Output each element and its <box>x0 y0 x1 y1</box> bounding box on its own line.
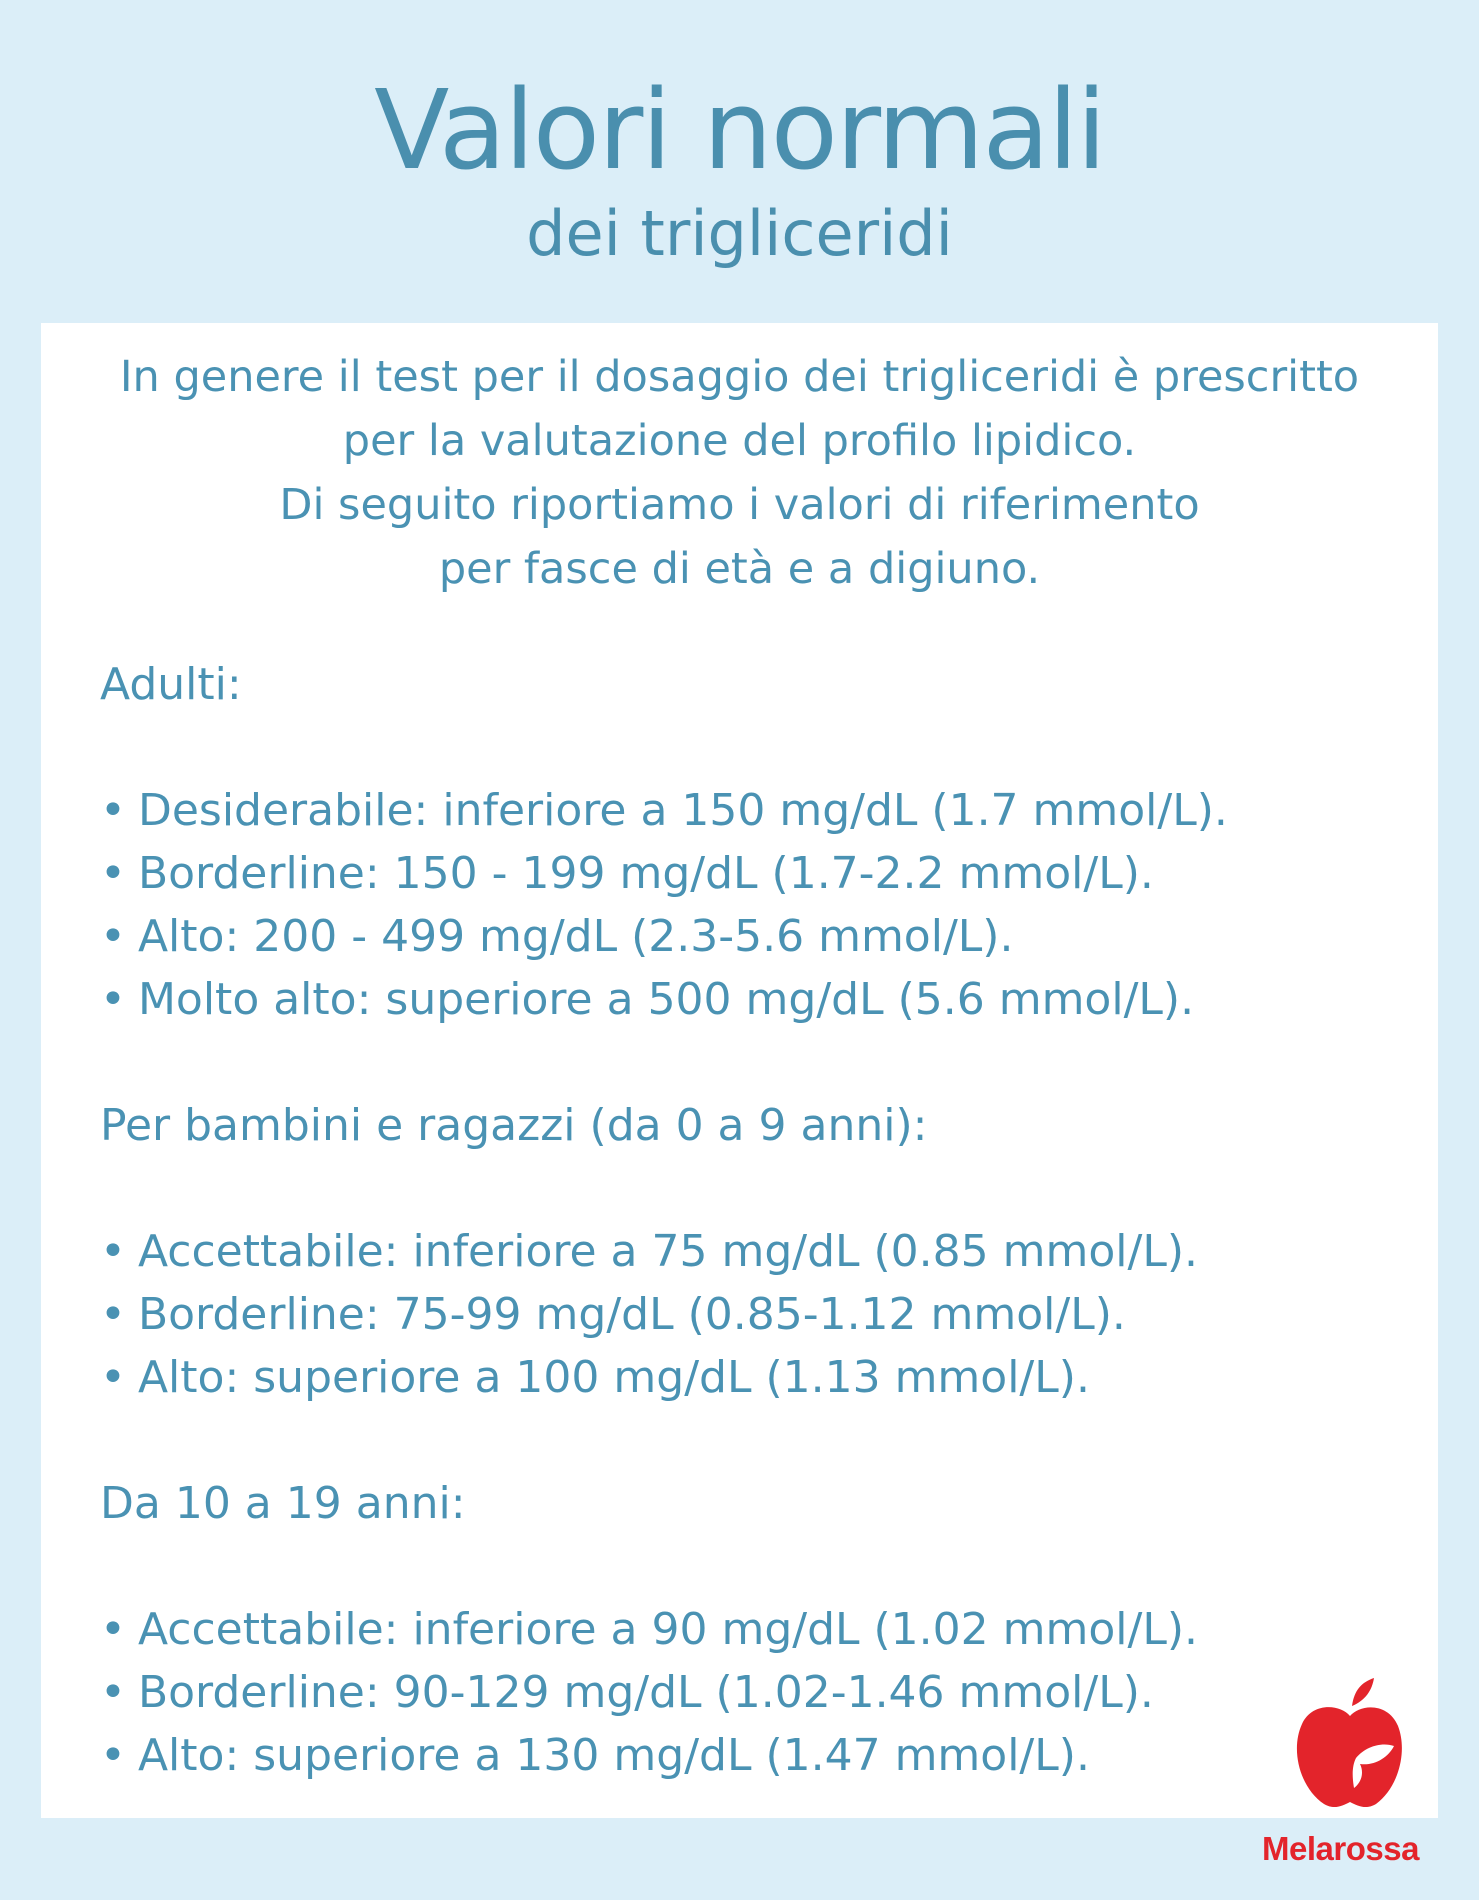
bullet-icon: • <box>100 1226 126 1277</box>
list-item: • Accettabile: inferiore a 90 mg/dL (1.02 mmol/L). <box>100 1604 1198 1655</box>
bullet-icon: • <box>100 974 126 1025</box>
list-item: • Borderline: 90-129 mg/dL (1.02-1.46 mmol/L). <box>100 1667 1154 1718</box>
list-item: • Alto: superiore a 130 mg/dL (1.47 mmol/L). <box>100 1730 1090 1781</box>
intro-text <box>41 345 1438 601</box>
section-heading-adults: Adulti: <box>100 659 242 710</box>
list-item: • Desiderabile: inferiore a 150 mg/dL (1.7 mmol/L). <box>100 785 1228 836</box>
intro-line: per fasce di età e a digiuno. <box>438 544 1041 594</box>
bullet-icon: • <box>100 1352 126 1403</box>
bullet-icon: • <box>100 785 126 836</box>
section-heading-children: Per bambini e ragazzi (da 0 a 9 anni): <box>100 1100 928 1151</box>
bullet-icon: • <box>100 1667 126 1718</box>
intro-line: Di seguito riportiamo i valori di riferimento <box>279 480 1200 530</box>
reference-values <box>100 653 1400 1787</box>
intro-line: In genere il test per il dosaggio dei trigliceridi è prescritto <box>119 352 1360 402</box>
brand-name: Melarossa <box>1262 1830 1419 1867</box>
page-subtitle: dei trigliceridi <box>526 197 953 270</box>
content-card <box>41 323 1438 1818</box>
list-item: • Molto alto: superiore a 500 mg/dL (5.6 mmol/L). <box>100 974 1195 1025</box>
section-heading-teens: Da 10 a 19 anni: <box>100 1478 466 1529</box>
apple-logo-icon <box>1290 1676 1410 1816</box>
list-item: • Accettabile: inferiore a 75 mg/dL (0.85 mmol/L). <box>100 1226 1198 1277</box>
bullet-icon: • <box>100 911 126 962</box>
list-item: • Alto: superiore a 100 mg/dL (1.13 mmol/L). <box>100 1352 1090 1403</box>
bullet-icon: • <box>100 1730 126 1781</box>
list-item: • Borderline: 75-99 mg/dL (0.85-1.12 mmol/L). <box>100 1289 1126 1340</box>
bullet-icon: • <box>100 1604 126 1655</box>
intro-line: per la valutazione del profilo lipidico. <box>342 416 1137 466</box>
page-title: Valori normali <box>374 66 1105 194</box>
list-item: • Alto: 200 - 499 mg/dL (2.3-5.6 mmol/L). <box>100 911 1014 962</box>
bullet-icon: • <box>100 1289 126 1340</box>
list-item: • Borderline: 150 - 199 mg/dL (1.7-2.2 mmol/L). <box>100 848 1154 899</box>
bullet-icon: • <box>100 848 126 899</box>
